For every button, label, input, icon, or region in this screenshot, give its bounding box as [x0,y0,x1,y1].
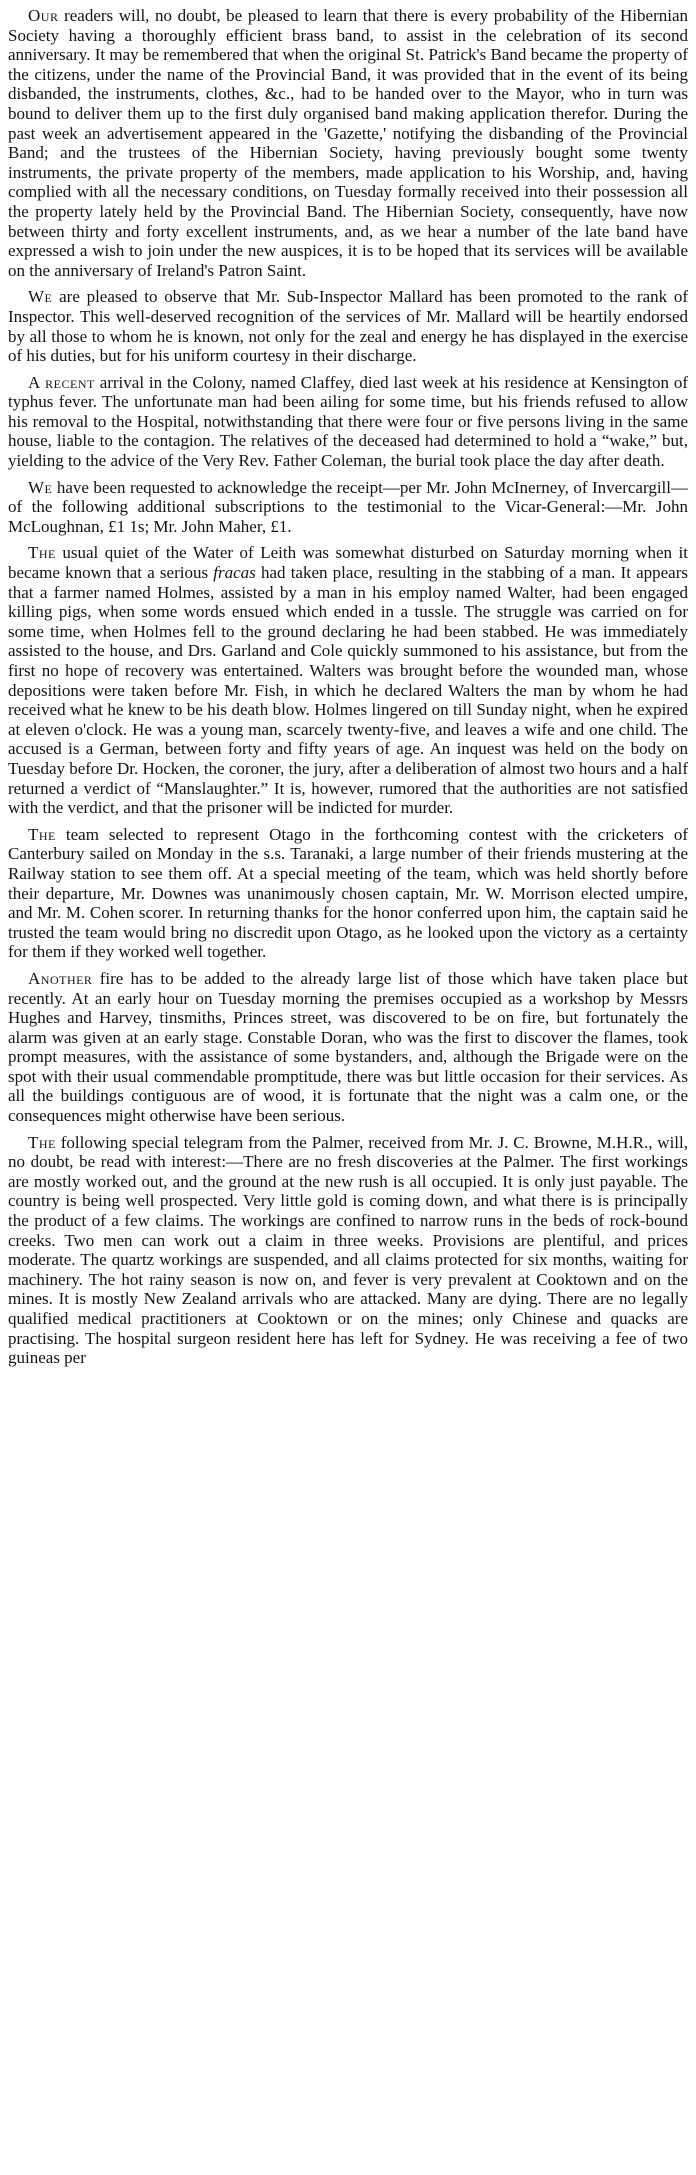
article-otago-cricket-team [8,825,688,962]
article-lead-word: A recent [28,372,95,392]
article-body: have been requested to acknowledge the receipt—per Mr. John McInerney, of Invercargill—of the following additional subscriptions to the testimonial to the Vicar-General:—Mr. John McLoughnan, £1 1s; Mr. John Maher, £1. [8,477,688,536]
article-testimonial-receipt [8,478,688,537]
article-body: following special telegram from the Palmer, received from Mr. J. C. Browne, M.H.R., will, no doubt, be read with interest:—There are no fresh discoveries at the Palmer. The first workings are mostly worked out, and the ground at the new rush is all occupied. It is only just payable. The country is being well prospected. Very little gold is coming down, and what there is is principally the product of a few claims. The workings are confined to narrow runs in the beds of rock-bound creeks. Two men can work out a claim in three weeks. Provisions are plentiful, and prices moderate. The quartz workings are suspended, and all claims protected for six months, waiting for machinery. The hot rainy season is now on, and fever is very prevalent at Cooktown and on the mines. It is mostly New Zealand arrivals who are attacked. Many are dying. There are no legally qualified medical practitioners at Cooktown or on the mines; only Chinese and quacks are practising. The hospital surgeon resident here has left for Sydney. He was receiving a fee of two guineas per [8,1132,689,1368]
article-hibernian-band [8,6,688,280]
article-water-of-leith-stabbing [8,543,688,817]
article-body: fire has to be added to the already large list of those which have taken place but recently. At an early hour on Tuesday morning the premises occupied as a workshop by Messrs Hughes and Harvey, tinsmiths, Princes street, was discovered to be on fire, but fortunately the alarm was given at an early stage. Constable Doran, who was the first to discover the flames, took prompt measures, with the assistance of some bystanders, and, although the Brigade were on the spot with their usual commendable promptitude, there was but little occasion for their services. As all the buildings contiguous are of wood, it is fortunate that the night was a calm one, or the consequences might otherwise have been serious. [8,968,689,1126]
article-claffey-death [8,373,688,471]
article-body: are pleased to observe that Mr. Sub-Inspector Mallard has been promoted to the rank of Inspector. This well-deserved recognition of the services of Mr. Mallard will be heartily endorsed by all those to whom he is known, not only for the zeal and energy he has displayed in the exercise of his duties, but for his uniform courtesy in their discharge. [8,287,688,366]
article-lead-word: We [28,477,53,497]
article-italic-word: fracas [213,563,256,583]
article-body: arrival in the Colony, named Claffey, died last week at his residence at Kensington of typhus fever. The unfortunate man had been ailing for some time, but his friends refused to allow his removal to the Hospital, notwithstanding that there were four or five persons living in the same house, liable to the contagion. The relatives of the deceased had determined to hold a “wake,” but, yielding to the advice of the Very Rev. Father Coleman, the burial took place the day after death. [8,372,688,471]
article-body-end: had taken place, resulting in the stabbing of a man. It appears that a farmer named Holmes, assisted by a man in his employ named Walter, had been engaged killing pigs, when some words ensued which ended in a tussle. The struggle was carried on for some time, when Holmes fell to the ground declaring he had been stabbed. He was immediately assisted to the house, and Drs. Garland and Cole quickly summoned to his assistance, but from the first no hope of recovery was entertained. Walters was brought before the wounded man, whose depositions were taken before Mr. Fish, in which he declared Walters the man by whom he had received what he knew to be his death blow. Holmes lingered on till Sunday night, when he expired at eleven o'clock. He was a young man, scarcely twenty-five, and leaves a wife and one child. The accused is a German, between forty and fifty years of age. An inquest was held on the body on Tuesday before Dr. Hocken, the coroner, the jury, after a deliberation of almost two hours and a half returned a verdict of “Manslaughter.” It is, however, rumored that the authorities are not satisfied with the verdict, and that the prisoner will be indicted for murder. [8,563,689,818]
article-lead-word: The [28,1132,56,1152]
article-princes-street-fire [8,969,688,1126]
article-body: team selected to represent Otago in the forthcoming contest with the cricketers of Canterbury sailed on Monday in the s.s. Taranaki, a large number of their friends mustering at the Railway station to see them off. At a special meeting of the team, which was held shortly before their departure, Mr. Downes was unanimously chosen captain, Mr. W. Morrison elected umpire, and Mr. M. Cohen scorer. In returning thanks for the honor conferred upon him, the captain said he trusted the team would bring no discredit upon Otago, as he looked upon the victory as a certainty for them if they worked well together. [8,824,689,962]
article-palmer-telegram [8,1133,688,1368]
article-lead-word: The [28,543,56,563]
article-body: readers will, no doubt, be pleased to learn that there is every probability of the Hibernian Society having a thoroughly efficient brass band, to assist in the celebration of its second anniversary. It may be remembered that when the original St. Patrick's Band became the property of the citizens, under the name of the Provincial Band, it was provided that in the event of its being disbanded, the instruments, clothes, &c., had to be handed over to the Mayor, who in turn was bound to deliver them up to the first duly organised band making application therefor. During the past week an advertisement appeared in the 'Gazette,' notifying the disbanding of the Provincial Band; and the trustees of the Hibernian Society, having previously bought some twenty instruments, the private property of the members, made application to his Worship, and, having complied with all the necessary conditions, on Tuesday formally received into their possession all the property lately held by the Provincial Band. The Hibernian Society, consequently, have now between thirty and forty excellent instruments, and, as we hear a number of the late band have expressed a wish to join under the new auspices, it is to be hoped that its services will be available on the anniversary of Ireland's Patron Saint. [8,6,689,280]
article-mallard-promotion [8,287,688,365]
article-lead-word: The [28,824,56,844]
article-lead-word: We [28,287,53,307]
article-lead-word: Our [28,6,59,25]
article-body-start: usual quiet of the Water of Leith was somewhat disturbed on Saturday morning when it became known that a serious [8,543,688,583]
article-lead-word: Another [28,968,93,988]
